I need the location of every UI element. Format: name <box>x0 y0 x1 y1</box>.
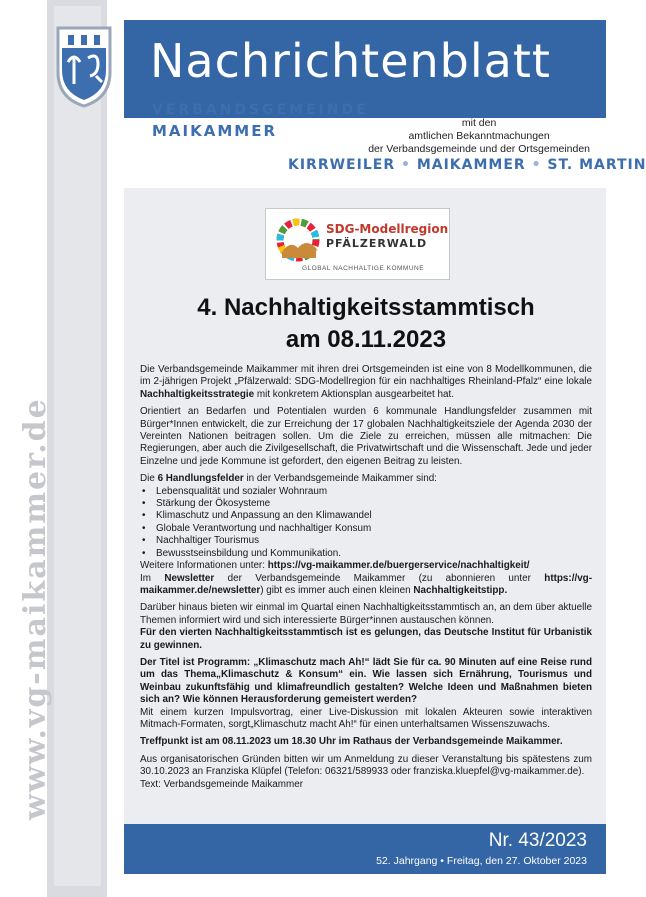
list-item: • Stärkung der Ökosysteme <box>140 498 592 510</box>
text-run: Die <box>140 473 158 485</box>
newsletter-link[interactable]: https://vg-maikammer.de/newsletter <box>140 572 593 596</box>
text-run-bold: Nachhaltigkeitstipp. <box>413 584 508 596</box>
town-kirrweiler: KIRRWEILER <box>288 157 396 173</box>
masthead-subtitle-line2: MAIKAMMER <box>152 122 277 140</box>
list-item: • Lebensqualität und sozialer Wohnraum <box>140 486 592 498</box>
paragraph-credit: Text: Verbandsgemeinde Maikammer <box>140 778 304 790</box>
article-body <box>140 364 592 796</box>
coat-of-arms-icon <box>52 22 116 108</box>
sdg-logo <box>265 208 450 280</box>
paragraph-institute: Für den vierten Nachhaltigkeitsstammtisch ist es gelungen, das Deutsche Institut für Urbanistik zu gewinnen. <box>140 627 592 651</box>
side-band-inner <box>54 6 101 886</box>
issue-date: 52. Jahrgang • Freitag, den 27. Oktober 2023 <box>376 855 587 867</box>
text-run: der Verbandsgemeinde Maikammer (zu abonnieren unter <box>214 572 545 584</box>
text-run: Im <box>140 572 165 584</box>
vertical-website-url: www.vg-maikammer.de <box>18 397 53 820</box>
masthead-note-line3: der Verbandsgemeinde und der Ortsgemeinden <box>368 143 590 155</box>
town-maikammer: MAIKAMMER <box>416 157 526 173</box>
text-run-bold: Newsletter <box>164 572 215 584</box>
text-run-bold: 6 Handlungsfelder <box>157 473 244 485</box>
text-run: Die Verbandsgemeinde Maikammer mit ihren drei Ortsgemeinden ist eine von 8 Modellkommunen, die im 2-jährigen Projekt „Pfälzerwald: SDG-Modellregion für ein nachhaltiges Rheinland-Pfalz“ eine lokale <box>140 364 592 388</box>
paragraph-stammtisch: Darüber hinaus bieten wir einmal im Quartal einen Nachhaltigkeitsstammtisch an, an dem über aktuelle Themen informiert wird und sich interessierte Bürger*innen austauschen können. <box>140 602 592 626</box>
paragraph-intro <box>140 364 592 401</box>
masthead-note-line2: amtlichen Bekanntmachungen <box>408 130 550 142</box>
paragraph-fields-intro: Orientiert an Bedarfen und Potentialen wurden 6 kommunale Handlungsfelder zusammen mit Bürger*Innen entwickelt, die zur Erreichung der 17 globalen Nachhaltigkeitsziele der Agenda 2030 der Vereinten Nationen beitragen sollen. Um die Ziele zu erreichen, müssen alle mitmachen: Die Regierungen, aber auch die Zivilgesellschaft, die Privatwirtschaft und die Wissenschaft. Jede und jeder Einzelne und jede Kommune ist gefordert, den eigenen Beitrag zu leisten. <box>140 406 592 467</box>
text-run: Weitere Informationen unter: <box>140 560 268 572</box>
text-run: in der Verbandsgemeinde Maikammer sind: <box>243 473 437 485</box>
paragraph-info <box>140 560 592 572</box>
town-st-martin: ST. MARTIN <box>547 157 646 173</box>
masthead-note-line1: mit den <box>461 117 497 129</box>
paragraph-fields-heading <box>140 473 592 485</box>
town-separator: • <box>400 157 411 173</box>
text-run: ) gibt es immer auch einen kleinen <box>260 584 414 596</box>
paragraph-format: Mit einem kurzen Impulsvortrag, einer Live-Diskussion mit lokalen Akteuren sowie interaktiven Mitmach-Formaten, sorgt„Klimaschutz macht Ah!“ für einen unterhaltsamen Wissenszuwachs. <box>140 706 592 730</box>
sdg-logo-subtitle: PFÄLZERWALD <box>326 237 428 250</box>
side-band <box>47 0 107 897</box>
paragraph-meeting-point: Treffpunkt ist am 08.11.2023 um 18.30 Uhr im Rathaus der Verbandsgemeinde Maikammer. <box>140 736 563 748</box>
list-item: • Bewusstseinsbildung und Kommunikation. <box>140 548 592 560</box>
paragraph-program: Der Titel ist Programm: „Klimaschutz mach Ah!“ lädt Sie für ca. 90 Minuten auf eine Reise rund um das Thema„Klimaschutz & Konsum“ ein. Wie lassen sich Ernährung, Tourismus und Weinbau zukunftsfähig und klimafreundlich gestalten? Welche Ideen und Maßnahmen bieten sich an? Wie können Herausforderung gemeistert werden? <box>140 656 592 706</box>
sdg-wheel-icon <box>276 218 320 262</box>
text-run: mit konkretem Aktionsplan ausgearbeitet hat. <box>254 388 454 400</box>
paragraph-newsletter <box>140 573 592 598</box>
issue-number: Nr. 43/2023 <box>488 830 587 851</box>
fields-list <box>140 486 592 560</box>
paragraph-registration: Aus organisatorischen Gründen bitten wir um Anmeldung zu dieser Veranstaltung bis spätestens zum 30.10.2023 an Franziska Klüpfel (Telefon: 06321/589933 oder franziska.kluepfel@vg-maikammer.de). <box>140 753 592 778</box>
headline-line1: 4. Nachhaltigkeitsstammtisch <box>197 294 535 321</box>
masthead-title: Nachrichtenblatt <box>150 34 551 88</box>
list-item: • Klimaschutz und Anpassung an den Klimawandel <box>140 510 592 522</box>
masthead-note <box>368 117 590 156</box>
sdg-logo-footer: GLOBAL NACHHALTIGE KOMMUNE <box>302 265 425 272</box>
town-separator: • <box>531 157 542 173</box>
sdg-logo-title: SDG-Modellregion <box>326 222 449 236</box>
towns-line <box>288 157 646 173</box>
article-headline <box>140 292 592 356</box>
headline-line2: am 08.11.2023 <box>285 326 447 353</box>
text-run-bold: Nachhaltigkeitsstrategie <box>140 388 255 400</box>
list-item: • Globale Verantwortung und nachhaltiger Konsum <box>140 523 592 535</box>
masthead-subtitle-line1: VERBANDSGEMEINDE <box>152 102 369 118</box>
info-link[interactable]: https://vg-maikammer.de/buergerservice/nachhaltigkeit/ <box>267 560 530 572</box>
list-item: • Nachhaltiger Tourismus <box>140 535 592 547</box>
